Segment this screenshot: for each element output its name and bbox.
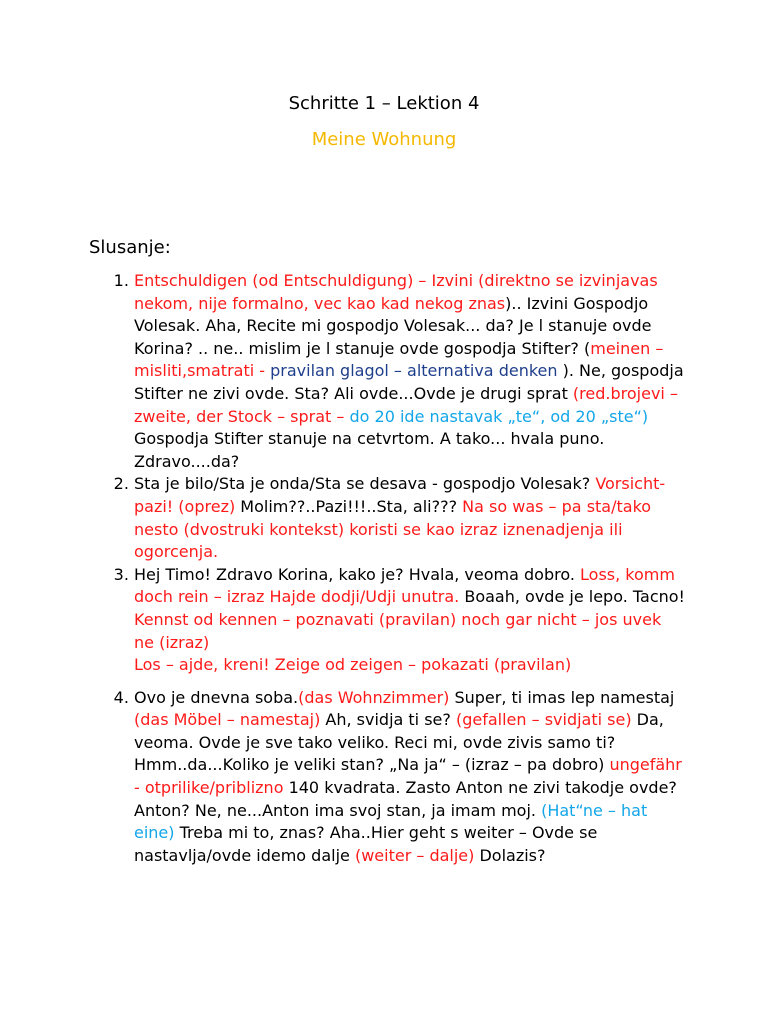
section-heading: Slusanje: xyxy=(89,237,171,258)
list-item xyxy=(134,473,686,563)
text-segment: Molim??..Pazi!!!..Sta, ali??? xyxy=(235,496,463,516)
text-segment: (weiter – dalje) xyxy=(354,845,475,865)
text-segment: (gefallen – svidjati se) xyxy=(455,710,632,730)
text-segment: Vorsicht- pazi! (oprez) xyxy=(134,474,666,516)
text-segment: ungefähr - otprilike/priblizno xyxy=(134,755,682,798)
text-segment: (red.brojevi – zweite, der Stock – sprat – xyxy=(134,383,678,426)
text-segment: ). Ne, gospodja Stifter ne zivi ovde. Sta? Ali ovde...Ovde je drugi sprat xyxy=(134,361,684,403)
text-segment: Ah, svidja ti se? xyxy=(320,710,456,730)
text-segment: Da, veoma. Ovde je sve tako veliko. Reci mi, ovde zivis samo ti? Hmm..da...Koliko je veliki stan? „Na ja“ – (izraz – pa dobro) xyxy=(134,710,664,775)
text-segment: Dolazis? xyxy=(474,845,546,865)
list-item xyxy=(134,564,686,677)
text-segment: 140 kvadrata. Zasto Anton ne zivi takodje ovde? Anton? Ne, ne...Anton ima svoj stan, ja imam moj. xyxy=(134,778,677,820)
document-subtitle: Meine Wohnung xyxy=(311,129,457,150)
text-segment: Loss, komm doch rein – izraz Hajde dodji/Udji unutra. xyxy=(134,564,675,607)
document-title: Schritte 1 – Lektion 4 xyxy=(288,93,480,114)
text-segment: Sta je bilo/Sta je onda/Sta se desava - gospodjo Volesak? xyxy=(134,474,596,494)
list-item xyxy=(134,270,686,473)
text-segment: Boaah, ovde je lepo. Tacno! xyxy=(459,587,685,607)
text-segment: (das Möbel – namestaj) xyxy=(134,710,321,730)
text-segment: pravilan glagol – alternativa denken xyxy=(270,361,558,381)
text-segment: ).. Izvini Gospodjo Volesak. Aha, Recite mi gospodjo Volesak... da? Je l stanuje ovde Korina? .. ne.. mislim je l stanuje ovde gospodja Stifter? ( xyxy=(134,293,652,358)
text-segment: Super, ti imas lep namestaj xyxy=(449,687,675,707)
text-segment: Ovo je dnevna soba. xyxy=(134,687,299,707)
text-segment: Kennst od kennen – poznavati (pravilan) noch gar nicht – jos uvek ne (izraz) xyxy=(134,609,662,652)
text-segment: (Hat“ne – hat eine) xyxy=(134,800,648,843)
text-segment: do 20 ide nastavak „te“, od 20 „ste“) xyxy=(349,406,649,426)
text-segment: (das Wohnzimmer) xyxy=(298,687,450,707)
text-segment: Na so was – pa sta/tako nesto (dvostruki kontekst) koristi se kao izraz iznenadjenja ili ogorcenja. xyxy=(134,496,652,562)
text-segment: meinen – misliti,smatrati - xyxy=(134,338,664,381)
list-item xyxy=(134,687,686,868)
text-segment: Treba mi to, znas? Aha..Hier geht s weiter – Ovde se nastavlja/ovde idemo dalje xyxy=(134,823,598,865)
text-segment: Gospodja Stifter stanuje na cetvrtom. A tako... hvala puno. Zdravo....da? xyxy=(134,429,605,471)
dialogue-list xyxy=(96,270,686,867)
text-segment: Entschuldigen (od Entschuldigung) – Izvini (direktno se izvinjavas nekom, nije formalno, vec kao kad nekog znas xyxy=(134,271,658,313)
text-segment-extra-line: Los – ajde, kreni! Zeige od zeigen – pokazati (pravilan) xyxy=(134,655,572,675)
text-segment: Hej Timo! Zdravo Korina, kako je? Hvala, veoma dobro. xyxy=(134,564,581,584)
